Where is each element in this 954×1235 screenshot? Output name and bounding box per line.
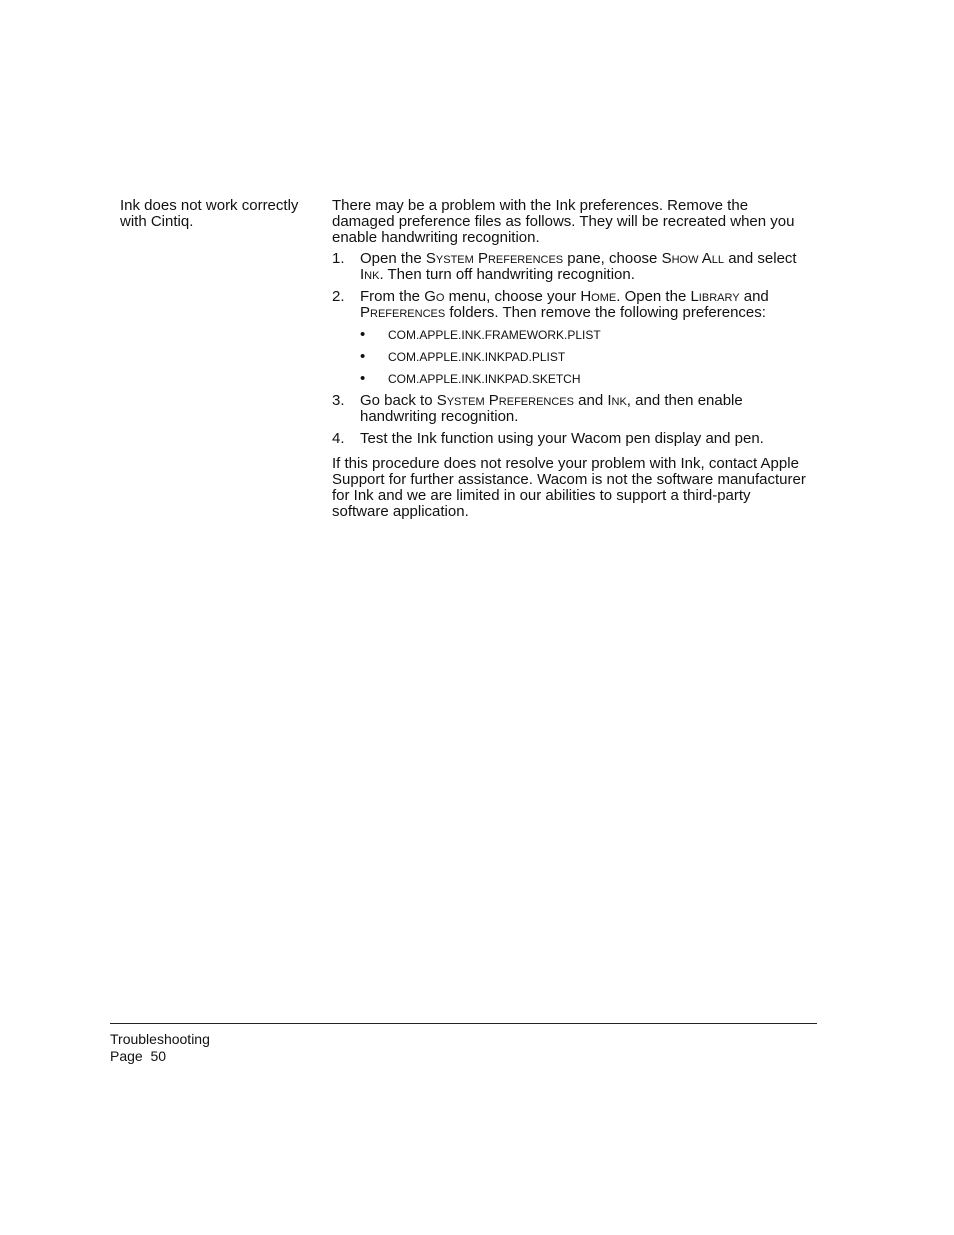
step-text-part: , and then enable handwriting recognition. (360, 392, 743, 425)
step-1 (332, 251, 807, 283)
bullet-icon: • (360, 326, 366, 343)
ui-term-system-preferences: System Preferences (436, 392, 574, 409)
file-name: COM.APPLE.INK.INKPAD.SKETCH (388, 372, 581, 386)
step-text-part: and select (724, 250, 797, 267)
preference-file-list (360, 327, 807, 387)
step-text (360, 289, 807, 321)
solution-intro: There may be a problem with the Ink preferences. Remove the damaged preference files as follows. They will be recreated when you enable handwriting recognition. (332, 197, 795, 246)
step-4 (332, 431, 807, 447)
step-text-part: menu, choose your (444, 288, 581, 305)
step-text-part: From the (360, 288, 425, 305)
ui-term-show-all: Show All (661, 250, 725, 267)
step-text-part: and (739, 288, 769, 305)
step-text-part: pane, choose (563, 250, 662, 267)
solution-closing: If this procedure does not resolve your problem with Ink, contact Apple Support for further assistance. Wacom is not the software manufacturer for Ink and we are limited in our abilities to support a third-party software application. (332, 455, 806, 520)
bullet-icon: • (360, 370, 366, 387)
ui-term-system-preferences: System Preferences (425, 250, 564, 267)
problem-text: Ink does not work correctly with Cintiq. (120, 197, 299, 230)
step-text-part: folders. Then remove the following preferences: (445, 304, 766, 321)
step-number: 1. (332, 250, 345, 267)
file-name: COM.APPLE.INK.FRAMEWORK.PLIST (388, 328, 601, 342)
step-2 (332, 289, 807, 321)
step-number: 3. (332, 392, 345, 409)
ui-term-ink: Ink (607, 392, 627, 409)
problem-cell (120, 198, 320, 230)
step-text-part: Open the (360, 250, 426, 267)
step-number: 2. (332, 288, 345, 305)
step-text (360, 251, 807, 283)
footer-divider (110, 1023, 817, 1024)
step-text (360, 393, 807, 425)
step-text: Test the Ink function using your Wacom pen display and pen. (360, 430, 764, 447)
bullet-icon: • (360, 348, 366, 365)
step-number: 4. (332, 430, 345, 447)
file-name: COM.APPLE.INK.INKPAD.PLIST (388, 350, 566, 364)
ui-term-go: Go (424, 288, 445, 305)
ui-term-home: Home (580, 288, 617, 305)
step-text-part: and (573, 392, 608, 409)
list-item (360, 371, 807, 387)
ui-term-ink: Ink (360, 266, 380, 283)
list-item (360, 327, 807, 343)
page-footer (110, 1031, 210, 1065)
step-text-part: Go back to (360, 392, 437, 409)
ui-term-preferences: Preferences (360, 304, 446, 321)
footer-section-title: Troubleshooting (110, 1031, 210, 1047)
step-text-part: . Then turn off handwriting recognition. (379, 266, 635, 283)
step-3 (332, 393, 807, 425)
footer-page-number: Page 50 (110, 1048, 167, 1064)
solution-cell (332, 198, 807, 520)
list-item (360, 349, 807, 365)
step-text-part: . Open the (616, 288, 691, 305)
ui-term-library: Library (690, 288, 740, 305)
